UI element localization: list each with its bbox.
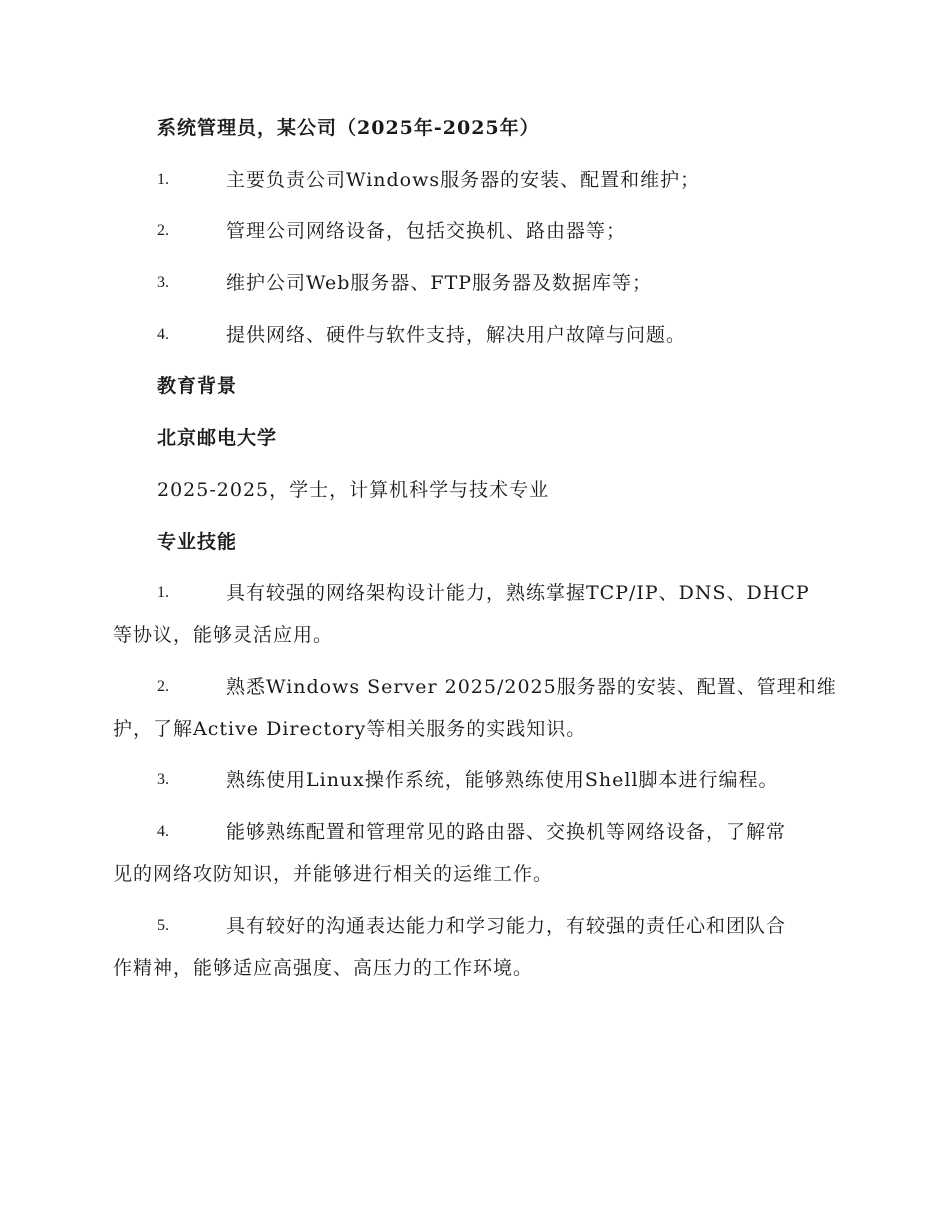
skill-item-line2: 见的网络攻防知识，并能够进行相关的运维工作。 <box>113 863 554 885</box>
skill-item-line2: 等协议，能够灵活应用。 <box>113 624 334 646</box>
job-item-text: 主要负责公司Windows服务器的安装、配置和维护； <box>226 169 701 191</box>
skill-item-line1: 熟练使用Linux操作系统，能够熟练使用Shell脚本进行编程。 <box>226 769 779 791</box>
skill-item-number: 5. <box>157 917 169 934</box>
job-item-number: 3. <box>157 274 169 291</box>
job-item-number: 1. <box>157 171 169 188</box>
skill-item-number: 3. <box>157 771 169 788</box>
job-item-number: 2. <box>157 222 169 239</box>
education-heading: 教育背景 <box>157 375 238 397</box>
skill-item-number: 4. <box>157 823 169 840</box>
skill-item-number: 1. <box>157 584 169 601</box>
job-heading: 系统管理员，某公司（2025年-2025年） <box>157 117 540 139</box>
job-item-text: 维护公司Web服务器、FTP服务器及数据库等； <box>226 272 653 294</box>
school-name: 北京邮电大学 <box>157 427 278 449</box>
skill-item-line1: 具有较强的网络架构设计能力，熟练掌握TCP/IP、DNS、DHCP <box>226 582 810 604</box>
skill-item-line1: 熟悉Windows Server 2025/2025服务器的安装、配置、管理和维 <box>226 676 837 698</box>
skills-heading: 专业技能 <box>157 531 238 553</box>
job-item-text: 提供网络、硬件与软件支持，解决用户故障与问题。 <box>226 324 687 346</box>
skill-item-line1: 能够熟练配置和管理常见的路由器、交换机等网络设备，了解常 <box>226 821 787 843</box>
degree-line: 2025-2025，学士，计算机科学与技术专业 <box>157 479 550 501</box>
job-item-text: 管理公司网络设备，包括交换机、路由器等； <box>226 220 627 242</box>
skill-item-line2: 护，了解Active Directory等相关服务的实践知识。 <box>113 718 587 740</box>
job-item-number: 4. <box>157 326 169 343</box>
skill-item-line2: 作精神，能够适应高强度、高压力的工作环境。 <box>113 957 534 979</box>
skill-item-line1: 具有较好的沟通表达能力和学习能力，有较强的责任心和团队合 <box>226 915 787 937</box>
skill-item-number: 2. <box>157 678 169 695</box>
